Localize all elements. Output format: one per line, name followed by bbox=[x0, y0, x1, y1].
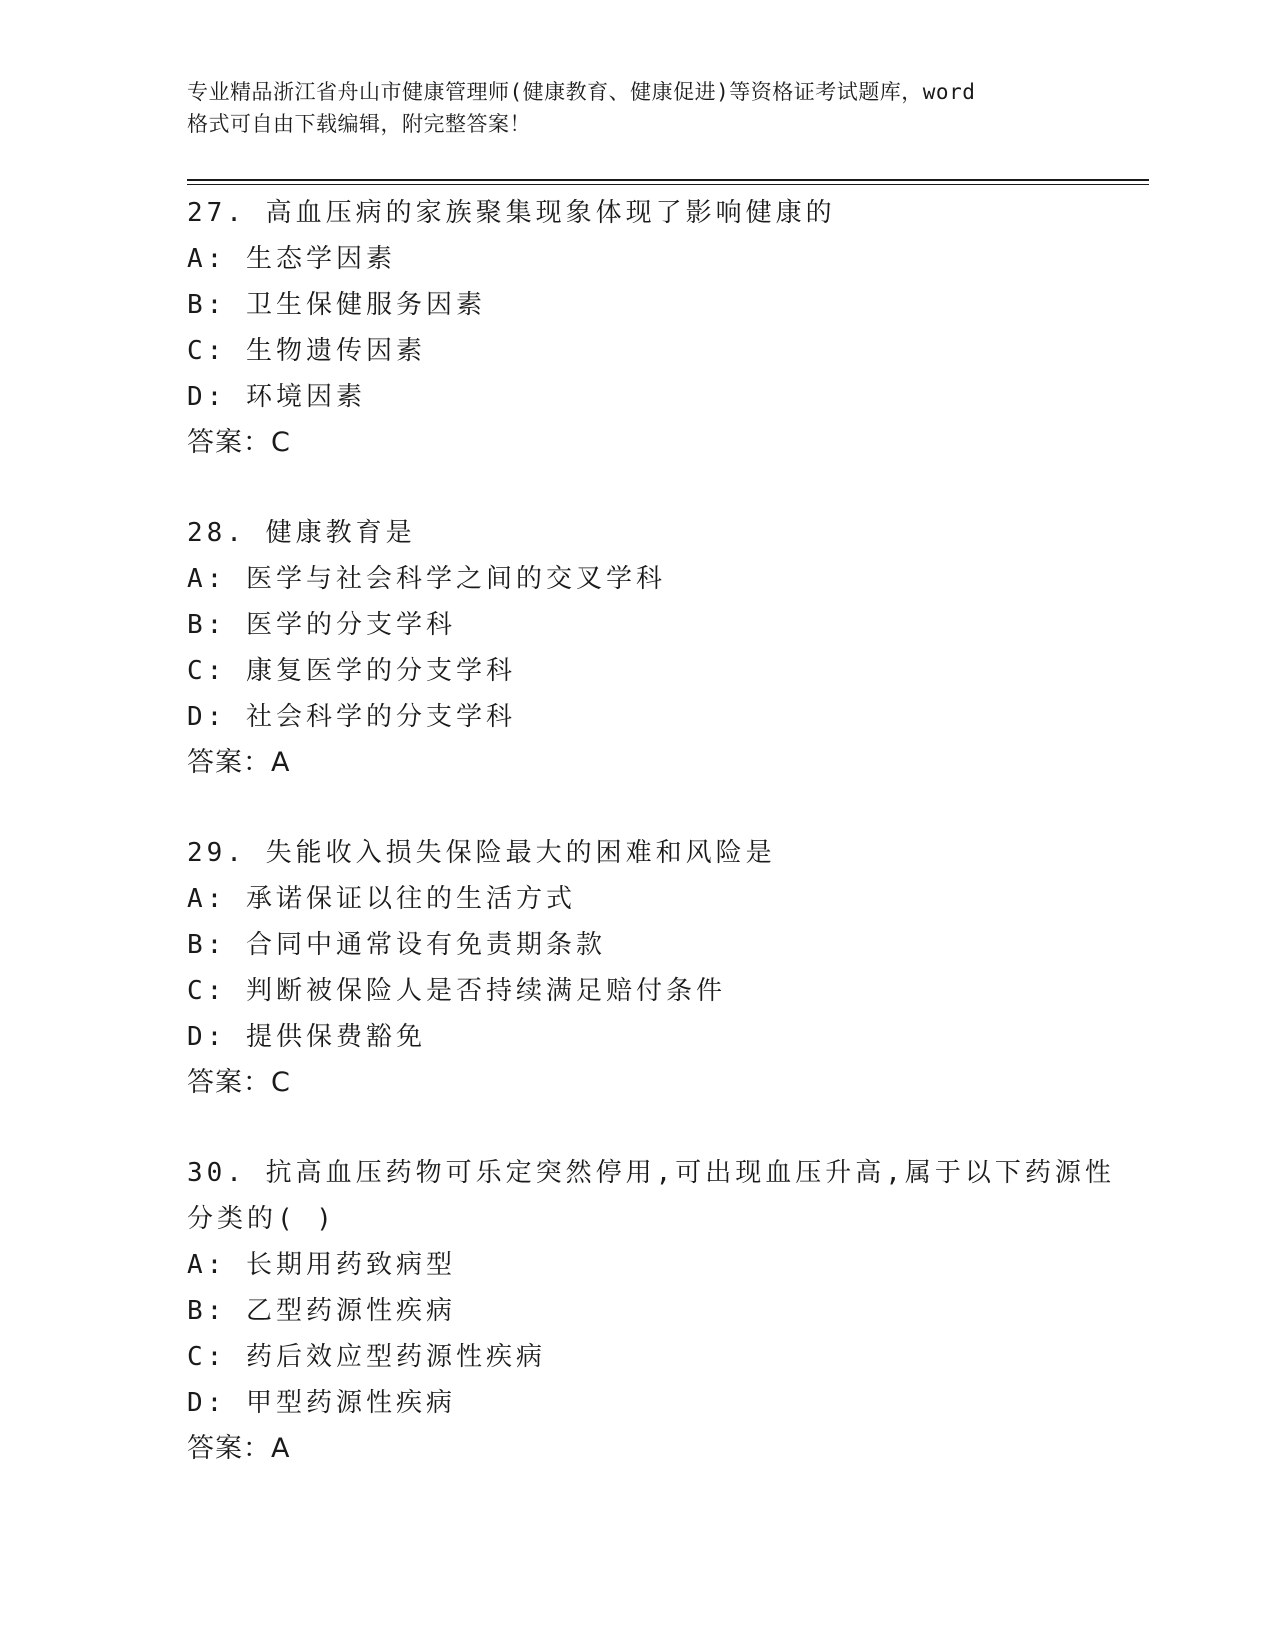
option-c: C: 生物遗传因素 bbox=[187, 336, 426, 366]
answer-label: 答案：A bbox=[187, 747, 291, 778]
question-27 bbox=[187, 190, 1087, 466]
question-stem-line-1: 30. 抗高血压药物可乐定突然停用,可出现血压升高,属于以下药源性 bbox=[187, 1158, 1115, 1188]
option-b: B: 医学的分支学科 bbox=[187, 610, 456, 640]
option-d: D: 社会科学的分支学科 bbox=[187, 702, 516, 732]
question-29 bbox=[187, 830, 1087, 1106]
question-30 bbox=[187, 1150, 1115, 1472]
question-28 bbox=[187, 510, 1087, 786]
question-stem-line-2: 分类的( ) bbox=[187, 1204, 336, 1234]
document-header bbox=[187, 76, 1087, 140]
header-line-2: 格式可自由下载编辑，附完整答案！ bbox=[187, 112, 531, 136]
option-a: A: 承诺保证以往的生活方式 bbox=[187, 884, 576, 914]
option-c: C: 药后效应型药源性疾病 bbox=[187, 1342, 546, 1372]
option-a: A: 长期用药致病型 bbox=[187, 1250, 456, 1280]
option-b: B: 乙型药源性疾病 bbox=[187, 1296, 456, 1326]
option-a: A: 生态学因素 bbox=[187, 244, 396, 274]
question-stem: 29. 失能收入损失保险最大的困难和风险是 bbox=[187, 838, 776, 868]
option-d: D: 甲型药源性疾病 bbox=[187, 1388, 456, 1418]
header-divider-thin bbox=[187, 184, 1149, 185]
answer-label: 答案：A bbox=[187, 1433, 291, 1464]
question-stem: 27. 高血压病的家族聚集现象体现了影响健康的 bbox=[187, 198, 836, 228]
answer-label: 答案：C bbox=[187, 427, 291, 458]
question-stem: 28. 健康教育是 bbox=[187, 518, 416, 548]
option-c: C: 康复医学的分支学科 bbox=[187, 656, 516, 686]
option-b: B: 合同中通常设有免责期条款 bbox=[187, 930, 606, 960]
option-d: D: 提供保费豁免 bbox=[187, 1022, 426, 1052]
question-list bbox=[187, 190, 1115, 1516]
header-line-1: 专业精品浙江省舟山市健康管理师(健康教育、健康促进)等资格证考试题库，word bbox=[187, 80, 976, 104]
option-a: A: 医学与社会科学之间的交叉学科 bbox=[187, 564, 666, 594]
option-b: B: 卫生保健服务因素 bbox=[187, 290, 486, 320]
answer-label: 答案：C bbox=[187, 1067, 291, 1098]
option-d: D: 环境因素 bbox=[187, 382, 366, 412]
header-divider-thick bbox=[187, 179, 1149, 181]
option-c: C: 判断被保险人是否持续满足赔付条件 bbox=[187, 976, 726, 1006]
